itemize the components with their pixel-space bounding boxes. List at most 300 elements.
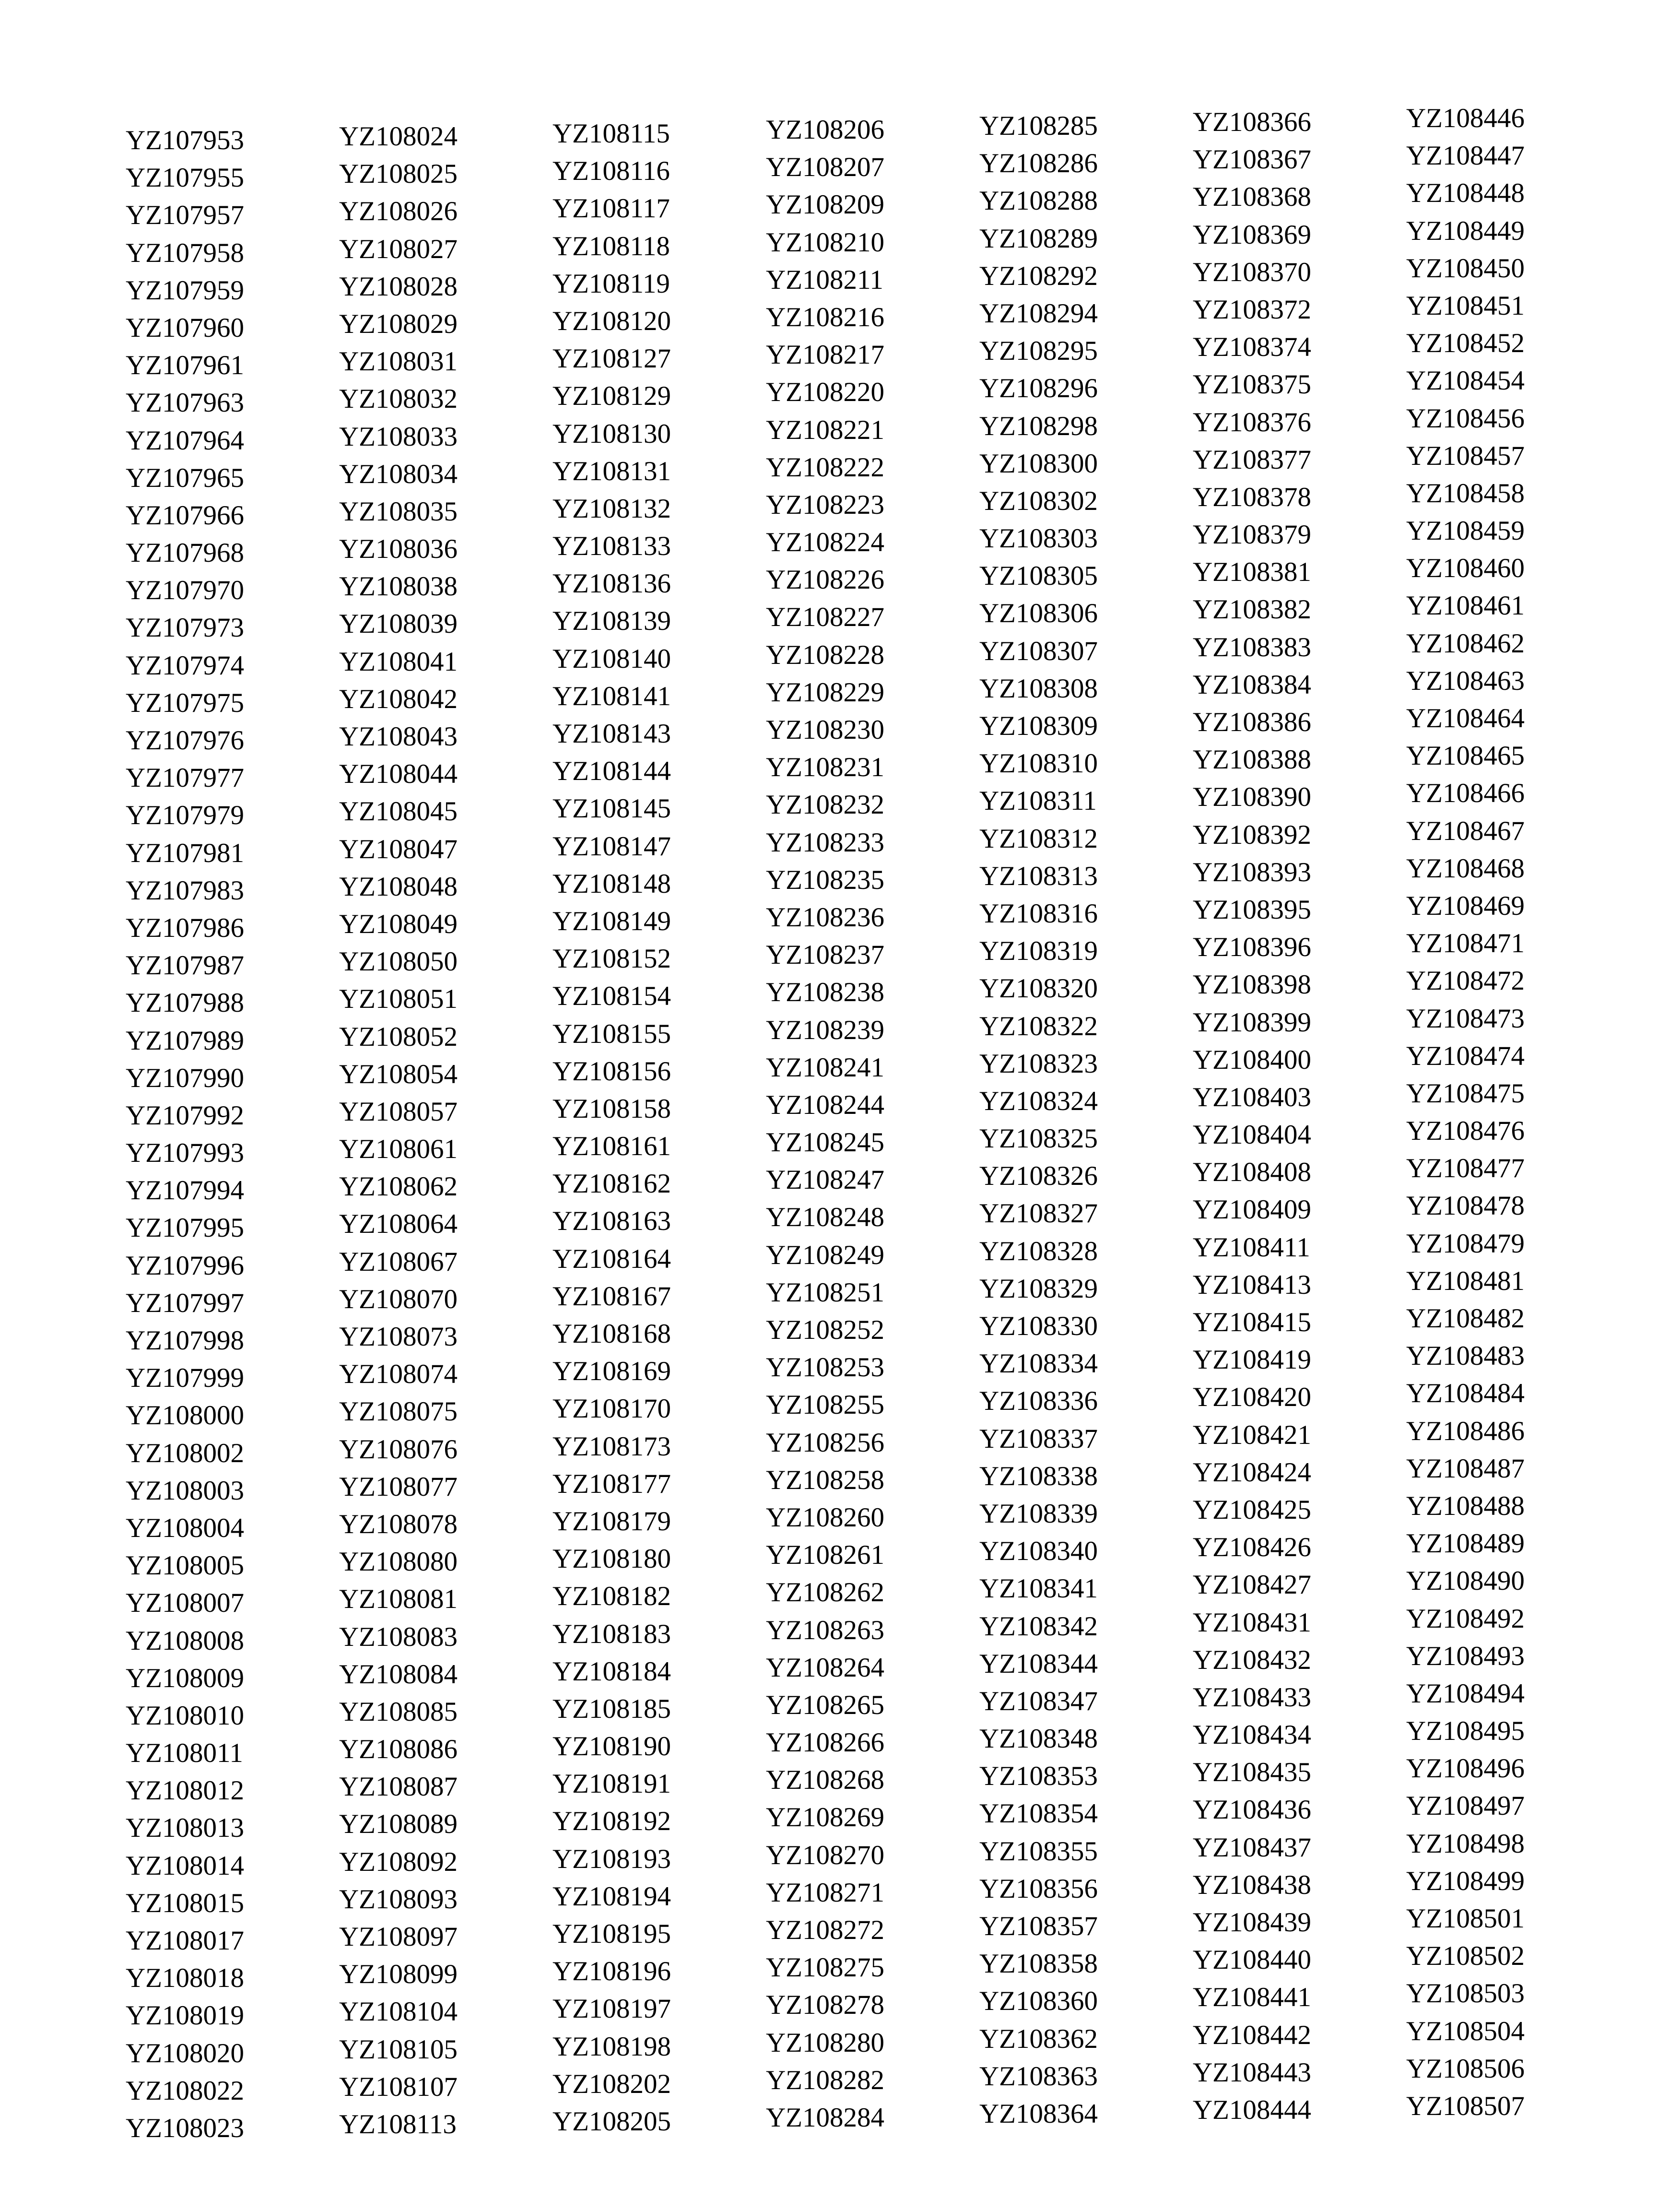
id-entry: YZ108210 [766,227,884,258]
id-entry: YZ108369 [1193,219,1311,250]
id-entry: YZ108408 [1193,1157,1311,1188]
id-entry: YZ108194 [552,1881,671,1912]
id-entry: YZ108307 [979,636,1098,666]
id-entry: YZ108191 [552,1769,671,1799]
id-entry: YZ108130 [552,418,671,449]
id-entry: YZ108229 [766,677,884,708]
id-entry: YZ108465 [1406,741,1525,771]
id-entry: YZ108216 [766,302,884,332]
id-entry: YZ108379 [1193,520,1311,550]
id-entry: YZ108005 [126,1550,244,1581]
id-entry: YZ108133 [552,531,671,562]
id-entry: YZ108161 [552,1131,671,1162]
id-entry: YZ108473 [1406,1003,1525,1034]
id-entry: YZ108383 [1193,632,1311,662]
id-entry: YZ108440 [1193,1945,1311,1975]
id-entry: YZ108498 [1406,1828,1525,1859]
id-entry: YZ108320 [979,973,1098,1004]
id-entry: YZ108328 [979,1236,1098,1266]
id-entry: YZ108144 [552,756,671,787]
id-entry: YZ108261 [766,1540,884,1571]
id-entry: YZ108118 [552,231,670,261]
id-entry: YZ108457 [1406,440,1525,471]
id-entry: YZ108256 [766,1427,884,1458]
id-entry: YZ108311 [979,786,1097,816]
id-entry: YZ108205 [552,2106,671,2137]
id-entry: YZ108313 [979,861,1098,891]
id-entry: YZ108164 [552,1243,671,1274]
id-entry: YZ108247 [766,1165,884,1195]
id-entry: YZ108330 [979,1311,1098,1341]
id-entry: YZ108217 [766,340,884,370]
id-entry: YZ107988 [126,988,244,1018]
id-entry: YZ108007 [126,1588,244,1619]
id-entry: YZ108363 [979,2061,1098,2092]
id-entry: YZ108232 [766,790,884,820]
id-entry: YZ108163 [552,1206,671,1237]
id-entry: YZ108395 [1193,894,1311,925]
id-entry: YZ108437 [1193,1832,1311,1863]
id-entry: YZ107994 [126,1175,244,1206]
id-entry: YZ108054 [339,1059,458,1089]
id-entry: YZ108400 [1193,1044,1311,1075]
id-entry: YZ108354 [979,1798,1098,1829]
id-column-4 [766,111,979,2150]
id-entry: YZ108443 [1193,2057,1311,2088]
id-entry: YZ108432 [1193,1644,1311,1675]
id-entry: YZ107993 [126,1138,244,1169]
id-entry: YZ108327 [979,1198,1098,1229]
id-entry: YZ108117 [552,193,670,224]
id-entry: YZ108434 [1193,1720,1311,1750]
id-entry: YZ108224 [766,527,884,558]
id-entry: YZ108211 [766,264,883,295]
id-entry: YZ108340 [979,1536,1098,1567]
id-entry: YZ108337 [979,1423,1098,1454]
id-entry: YZ108479 [1406,1228,1525,1259]
id-entry: YZ108270 [766,1840,884,1870]
id-entry: YZ108116 [552,156,670,187]
id-entry: YZ108036 [339,534,458,565]
id-entry: YZ107997 [126,1288,244,1318]
id-entry: YZ108488 [1406,1490,1525,1521]
id-entry: YZ108435 [1193,1757,1311,1788]
id-entry: YZ107973 [126,613,244,643]
id-entry: YZ107998 [126,1325,244,1356]
id-entry: YZ108496 [1406,1753,1525,1784]
id-entry: YZ108342 [979,1611,1098,1642]
id-entry: YZ108280 [766,2027,884,2058]
id-entry: YZ108374 [1193,332,1311,363]
id-entry: YZ108503 [1406,1978,1525,2009]
id-entry: YZ108140 [552,643,671,674]
id-entry: YZ108057 [339,1096,458,1127]
id-entry: YZ108472 [1406,966,1525,996]
id-entry: YZ108251 [766,1277,884,1308]
id-entry: YZ108344 [979,1648,1098,1679]
id-entry: YZ108495 [1406,1716,1525,1747]
id-entry: YZ108236 [766,902,884,933]
id-entry: YZ108439 [1193,1907,1311,1938]
id-entry: YZ108476 [1406,1116,1525,1146]
id-entry: YZ108231 [766,752,884,783]
id-entry: YZ108497 [1406,1791,1525,1821]
id-entry: YZ108415 [1193,1307,1311,1337]
id-entry: YZ108433 [1193,1682,1311,1713]
id-entry: YZ107961 [126,350,244,381]
id-entry: YZ108190 [552,1731,671,1762]
id-entry: YZ108296 [979,373,1098,404]
id-entry: YZ108325 [979,1123,1098,1154]
id-entry: YZ108258 [766,1465,884,1495]
id-entry: YZ108323 [979,1048,1098,1079]
id-entry: YZ108245 [766,1127,884,1158]
id-entry: YZ107975 [126,687,244,718]
id-entry: YZ108041 [339,646,458,677]
id-entry: YZ108202 [552,2068,671,2099]
id-entry: YZ108145 [552,793,671,824]
id-entry: YZ108454 [1406,366,1525,396]
id-entry: YZ108461 [1406,591,1525,621]
id-entry: YZ108248 [766,1202,884,1233]
id-entry: YZ108074 [339,1359,458,1390]
id-entry: YZ108038 [339,571,458,602]
id-entry: YZ108424 [1193,1457,1311,1488]
id-entry: YZ108265 [766,1690,884,1720]
id-entry: YZ108336 [979,1386,1098,1417]
id-column-6 [1193,104,1406,2142]
id-entry: YZ108474 [1406,1040,1525,1071]
id-entry: YZ108013 [126,1813,244,1844]
id-entry: YZ108230 [766,715,884,745]
id-entry: YZ108305 [979,561,1098,591]
id-entry: YZ108209 [766,189,884,220]
id-entry: YZ108444 [1193,2094,1311,2125]
id-entry: YZ108241 [766,1052,884,1083]
id-entry: YZ108360 [979,1986,1098,2017]
id-entry: YZ108310 [979,748,1098,779]
id-entry: YZ108368 [1193,182,1311,213]
id-entry: YZ108262 [766,1577,884,1608]
id-entry: YZ108047 [339,834,458,864]
id-entry: YZ108339 [979,1498,1098,1529]
id-entry: YZ108268 [766,1765,884,1796]
id-entry: YZ108456 [1406,403,1525,434]
id-entry: YZ108269 [766,1802,884,1833]
id-entry: YZ108084 [339,1659,458,1690]
id-entry: YZ108493 [1406,1641,1525,1671]
id-entry: YZ108436 [1193,1795,1311,1825]
id-entry: YZ108119 [552,268,670,299]
id-entry: YZ108375 [1193,369,1311,400]
id-entry: YZ108197 [552,1994,671,2024]
id-entry: YZ108237 [766,940,884,970]
id-entry: YZ108271 [766,1877,884,1908]
id-entry: YZ108475 [1406,1078,1525,1109]
id-entry: YZ108502 [1406,1941,1525,1972]
id-entry: YZ108312 [979,823,1098,854]
id-entry: YZ107970 [126,575,244,606]
id-entry: YZ108303 [979,523,1098,554]
id-entry: YZ108087 [339,1772,458,1802]
id-entry: YZ108487 [1406,1453,1525,1484]
id-entry: YZ108049 [339,909,458,939]
id-entry: YZ108334 [979,1348,1098,1379]
id-entry: YZ108292 [979,260,1098,291]
id-entry: YZ108052 [339,1021,458,1052]
id-entry: YZ108282 [766,2065,884,2095]
id-entry: YZ108033 [339,421,458,452]
id-entry: YZ108077 [339,1471,458,1502]
id-entry: YZ108384 [1193,669,1311,700]
id-entry: YZ107963 [126,388,244,418]
id-entry: YZ108009 [126,1663,244,1693]
id-entry: YZ108378 [1193,482,1311,512]
id-entry: YZ108023 [126,2113,244,2143]
id-entry: YZ108326 [979,1161,1098,1192]
id-entry: YZ107999 [126,1363,244,1394]
id-entry: YZ108388 [1193,745,1311,775]
id-entry: YZ108460 [1406,553,1525,584]
id-entry: YZ108148 [552,868,671,899]
id-entry: YZ108086 [339,1734,458,1765]
id-entry: YZ107965 [126,462,244,493]
id-entry: YZ108019 [126,2000,244,2031]
id-entry: YZ108184 [552,1656,671,1687]
id-entry: YZ108051 [339,984,458,1015]
id-entry: YZ108484 [1406,1378,1525,1409]
id-entry: YZ108425 [1193,1494,1311,1525]
id-entry: YZ108035 [339,496,458,527]
id-entry: YZ108442 [1193,2020,1311,2050]
id-entry: YZ108316 [979,898,1098,929]
id-entry: YZ107987 [126,950,244,981]
id-entry: YZ108024 [339,121,458,152]
id-entry: YZ107960 [126,312,244,343]
id-entry: YZ107953 [126,125,244,155]
id-entry: YZ107964 [126,425,244,456]
id-entry: YZ108045 [339,796,458,827]
id-entry: YZ107977 [126,763,244,793]
id-entry: YZ108034 [339,459,458,489]
id-entry: YZ108147 [552,831,671,862]
id-entry: YZ108221 [766,414,884,445]
id-entry: YZ108238 [766,977,884,1008]
id-entry: YZ108355 [979,1836,1098,1867]
id-entry: YZ108447 [1406,141,1525,171]
id-entry: YZ108220 [766,377,884,408]
id-entry: YZ108308 [979,673,1098,704]
id-entry: YZ108132 [552,493,671,524]
id-entry: YZ108032 [339,384,458,414]
id-entry: YZ108042 [339,684,458,714]
id-entry: YZ108008 [126,1625,244,1656]
id-entry: YZ108167 [552,1281,671,1312]
id-entry: YZ108105 [339,2034,458,2065]
id-entry: YZ108482 [1406,1303,1525,1334]
id-entry: YZ108177 [552,1468,671,1499]
id-entry: YZ108260 [766,1502,884,1533]
id-entry: YZ108093 [339,1884,458,1915]
id-entry: YZ108239 [766,1015,884,1045]
id-entry: YZ108449 [1406,215,1525,246]
id-entry: YZ108002 [126,1438,244,1468]
id-entry: YZ108244 [766,1089,884,1120]
id-entry: YZ108448 [1406,178,1525,209]
id-entry: YZ108120 [552,306,671,336]
id-entry: YZ108364 [979,2098,1098,2129]
id-entry: YZ108459 [1406,516,1525,546]
id-entry: YZ108020 [126,2038,244,2068]
id-entry: YZ108018 [126,1963,244,1994]
id-entry: YZ108477 [1406,1153,1525,1184]
id-entry: YZ108288 [979,186,1098,216]
id-entry: YZ108253 [766,1352,884,1383]
id-column-1 [126,122,339,2161]
id-entry: YZ108386 [1193,707,1311,737]
id-entry: YZ107966 [126,500,244,531]
id-entry: YZ108403 [1193,1082,1311,1112]
id-entry: YZ108027 [339,234,458,264]
id-entry: YZ108275 [766,1952,884,1983]
id-entry: YZ108486 [1406,1416,1525,1446]
id-entry: YZ108083 [339,1621,458,1652]
id-entry: YZ108458 [1406,478,1525,508]
id-entry: YZ108372 [1193,294,1311,325]
id-entry: YZ108255 [766,1390,884,1420]
id-entry: YZ108089 [339,1809,458,1840]
id-list-grid [126,105,1588,2143]
id-entry: YZ108152 [552,944,671,974]
id-entry: YZ108411 [1193,1232,1310,1263]
id-entry: YZ108392 [1193,819,1311,850]
id-entry: YZ108104 [339,1997,458,2027]
id-entry: YZ108076 [339,1434,458,1465]
id-entry: YZ108467 [1406,815,1525,846]
id-entry: YZ108067 [339,1246,458,1277]
id-entry: YZ108306 [979,598,1098,629]
id-entry: YZ108026 [339,196,458,227]
id-entry: YZ108451 [1406,290,1525,321]
id-entry: YZ108309 [979,711,1098,741]
id-entry: YZ108338 [979,1461,1098,1491]
id-entry: YZ108233 [766,827,884,858]
id-entry: YZ108272 [766,1915,884,1945]
id-entry: YZ107968 [126,538,244,568]
id-entry: YZ107995 [126,1213,244,1243]
id-entry: YZ108376 [1193,407,1311,437]
id-entry: YZ108141 [552,681,671,711]
id-entry: YZ108127 [552,343,671,374]
id-entry: YZ108043 [339,721,458,752]
id-entry: YZ108198 [552,2031,671,2062]
id-entry: YZ108158 [552,1093,671,1124]
id-entry: YZ108149 [552,906,671,936]
id-entry: YZ108499 [1406,1866,1525,1896]
id-entry: YZ108073 [339,1322,458,1352]
id-entry: YZ108081 [339,1584,458,1615]
id-entry: YZ108377 [1193,444,1311,475]
id-entry: YZ108249 [766,1240,884,1270]
id-entry: YZ107979 [126,800,244,831]
id-entry: YZ108356 [979,1873,1098,1904]
id-entry: YZ108252 [766,1315,884,1345]
id-entry: YZ108228 [766,639,884,670]
id-entry: YZ108003 [126,1475,244,1506]
id-entry: YZ107996 [126,1250,244,1281]
id-entry: YZ108206 [766,115,884,145]
id-column-3 [552,115,766,2154]
id-entry: YZ108156 [552,1056,671,1087]
id-entry: YZ108169 [552,1356,671,1387]
id-entry: YZ108064 [339,1209,458,1240]
id-entry: YZ108370 [1193,257,1311,287]
id-entry: YZ108381 [1193,557,1311,588]
id-entry: YZ107989 [126,1025,244,1056]
id-entry: YZ108097 [339,1922,458,1952]
id-entry: YZ108427 [1193,1570,1311,1600]
id-entry: YZ108398 [1193,969,1311,1000]
id-entry: YZ107981 [126,838,244,868]
id-entry: YZ108192 [552,1806,671,1837]
id-entry: YZ108481 [1406,1265,1525,1296]
id-entry: YZ108113 [339,2109,457,2139]
id-entry: YZ108061 [339,1134,458,1165]
id-entry: YZ108039 [339,609,458,639]
id-entry: YZ108300 [979,448,1098,479]
id-entry: YZ108426 [1193,1532,1311,1563]
id-entry: YZ108490 [1406,1566,1525,1596]
id-entry: YZ108078 [339,1509,458,1539]
id-column-5 [979,107,1193,2146]
id-entry: YZ108367 [1193,144,1311,175]
id-entry: YZ108080 [339,1547,458,1577]
id-entry: YZ107990 [126,1063,244,1093]
id-column-2 [339,118,552,2157]
id-entry: YZ108399 [1193,1007,1311,1038]
id-entry: YZ108022 [126,2075,244,2106]
id-entry: YZ108011 [126,1738,243,1769]
id-entry: YZ108341 [979,1573,1098,1604]
id-entry: YZ108012 [126,1775,244,1806]
id-entry: YZ108489 [1406,1528,1525,1559]
id-entry: YZ108294 [979,298,1098,329]
id-entry: YZ108501 [1406,1903,1525,1934]
id-entry: YZ108207 [766,152,884,183]
id-entry: YZ108348 [979,1724,1098,1754]
id-entry: YZ108438 [1193,1869,1311,1900]
id-entry: YZ108143 [552,719,671,749]
id-entry: YZ108000 [126,1400,244,1431]
id-entry: YZ108390 [1193,782,1311,813]
id-entry: YZ108286 [979,148,1098,179]
id-entry: YZ108441 [1193,1982,1311,2013]
id-entry: YZ108075 [339,1396,458,1427]
id-entry: YZ108357 [979,1911,1098,1941]
id-entry: YZ108396 [1193,932,1311,963]
id-entry: YZ108431 [1193,1607,1311,1638]
id-entry: YZ108289 [979,223,1098,254]
id-entry: YZ107959 [126,275,244,306]
id-entry: YZ108468 [1406,853,1525,884]
id-entry: YZ108494 [1406,1678,1525,1709]
id-entry: YZ108295 [979,336,1098,366]
id-entry: YZ108223 [766,489,884,520]
id-entry: YZ108025 [339,159,458,189]
id-entry: YZ108483 [1406,1341,1525,1371]
id-entry: YZ108168 [552,1319,671,1349]
id-entry: YZ108107 [339,2071,458,2102]
